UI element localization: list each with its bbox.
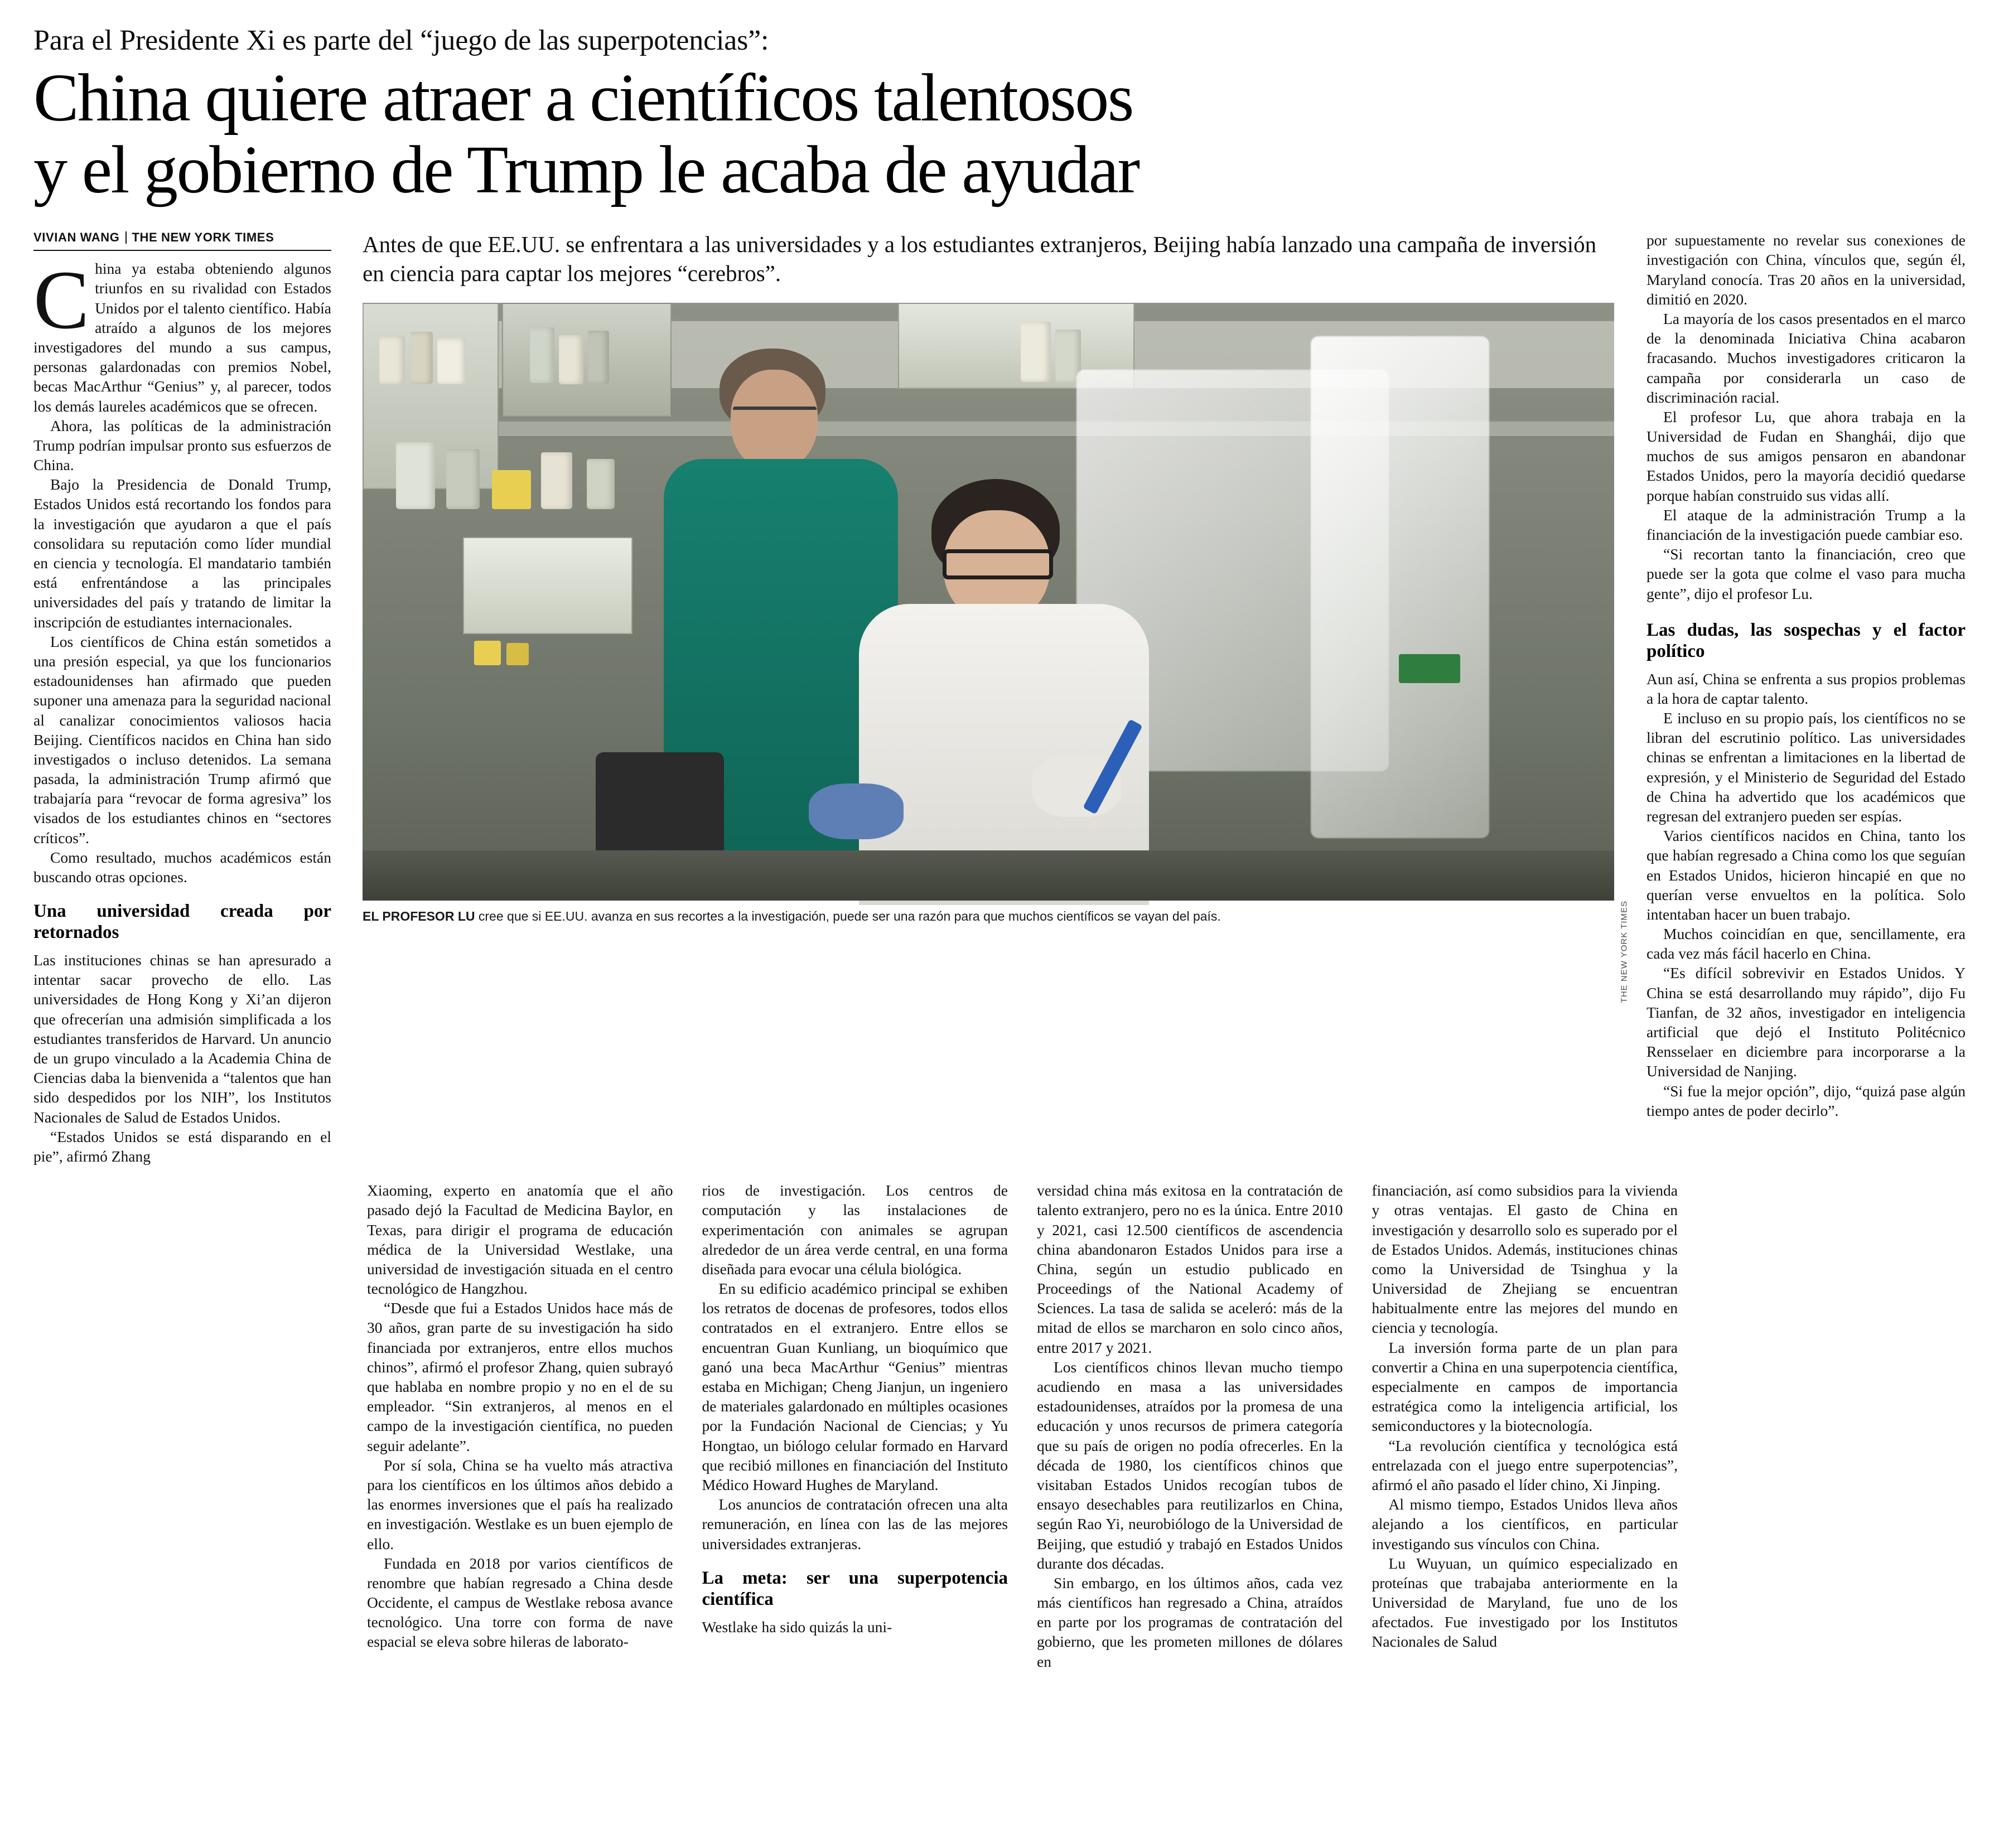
bottle <box>446 449 480 509</box>
column-2-body <box>367 1181 673 1652</box>
section-subhead: La meta: ser una superpotencia científica <box>702 1568 1008 1609</box>
paragraph: E incluso en su propio país, los científicos no se libran del escrutinio político. Las universidades chinas se enfrentan a limitaciones en la libertad de expresión, y el Ministerio de Seguridad del Estado de China ha advertido que los académicos que regresan del extranjero pueden ser espías. <box>1646 709 1966 825</box>
paragraph: La inversión forma parte de un plan para convertir a China en una superpotencia científica, especialmente en campos de importancia estratégica como la inteligencia artificial, los semiconductores y la biotecnología. <box>1372 1338 1678 1435</box>
top-area <box>33 230 1966 1166</box>
paragraph: Al mismo tiempo, Estados Unidos lleva años alejando a los científicos, en particular investigando sus vínculos con China. <box>1372 1496 1678 1552</box>
photo-scene <box>363 303 1614 901</box>
headline-line-2: y el gobierno de Trump le acaba de ayudar <box>33 132 1139 207</box>
bottle <box>379 336 405 384</box>
section-subhead: Las dudas, las sospechas y el factor político <box>1646 620 1966 661</box>
paragraph: Varios científicos nacidos en China, tanto los que habían regresado a China como los que seguían en Estados Unidos, hicieron hincapié en que no querían verse envueltos en la política. Solo intentaban hacer un buen trabajo. <box>1646 827 1966 923</box>
article-summary: Antes de que EE.UU. se enfrentara a las universidades y a los estudiantes extranjeros, Beijing había lanzado una campaña de inversión en ciencia para captar los mejores “cerebros”. <box>363 231 1597 286</box>
paragraph: En su edificio académico principal se exhiben los retratos de docenas de profesores, todos ellos contratados en el extranjero. Entre ellos se encuentran Guan Kunliang, un bioquímico que ganó una beca MacArthur “Genius” mientras estaba en Michigan; Cheng Jianjun, un ingeniero de materiales galardonado en múltiples ocasiones por la Fundación Nacional de Ciencias; y Yu Hongtao, un biólogo celular formado en Harvard que recibió millones en financiación del Instituto Médico Howard Hughes de Maryland. <box>702 1280 1008 1493</box>
caption-lead: EL PROFESOR LU <box>363 908 475 923</box>
column-3-body <box>702 1181 1008 1637</box>
paragraph: La mayoría de los casos presentados en el marco de la denominada Iniciativa China acabaron fracasando. Muchos investigadores criticaron la campaña por considerarla un caso de discriminación racial. <box>1646 309 1966 406</box>
paragraph: Xiaoming, experto en anatomía que el año pasado dejó la Facultad de Medicina Baylor, en Texas, para dirigir el programa de educación médica de la Universidad Westlake, una universidad de investigación situada en el centro tecnológico de Hangzhou. <box>367 1182 673 1298</box>
paragraph: “Desde que fui a Estados Unidos hace más de 30 años, gran parte de su investigación ha sido financiada por extranjeros, entre ellos muchos chinos”, afirmó el profesor Zhang, quien subrayó que hablaba en nombre propio y no en el de su empleador. “Sin extranjeros, al menos en el campo de la investigación científica, no pueden seguir adelante”. <box>367 1299 673 1454</box>
bottle <box>530 327 554 383</box>
column-6-body <box>1646 230 1966 1120</box>
bottle <box>559 335 583 384</box>
bottle <box>396 442 435 509</box>
paragraph: Los científicos chinos llevan mucho tiempo acudiendo en masa a las universidades estadounidenses, atraídos por la promesa de una educación y unos recursos de primera categoría que su país de origen no podía ofrecerles. En la década de 1980, los científicos chinos que visitaban Estados Unidos recogían tubos de ensayo desechables para reutilizarlos en China, según Rao Yi, neurobiólogo de la Universidad de Beijing, que estudió y trabajó en Estados Unidos durante dos décadas. <box>1037 1358 1343 1572</box>
paragraph: Westlake ha sido quizás la uni- <box>702 1618 892 1636</box>
paragraph: Como resultado, muchos académicos están buscando otras opciones. <box>33 848 331 886</box>
byline <box>33 230 331 251</box>
paragraph: “Si fue la mejor opción”, dijo, “quizá pase algún tiempo antes de poder decirlo”. <box>1646 1082 1966 1119</box>
bottle <box>588 331 609 384</box>
instrument <box>463 537 632 634</box>
paragraph: “Si recortan tanto la financiación, creo que puede ser la gota que colme el vaso para mucha gente”, dijo el profesor Lu. <box>1646 545 1966 602</box>
bottle <box>541 452 572 509</box>
paragraph: “Estados Unidos se está disparando en el pie”, afirmó Zhang <box>33 1128 331 1165</box>
photo-wrap <box>363 303 1629 1003</box>
cabinet <box>502 303 672 417</box>
yellow-box <box>506 643 529 665</box>
feature-area <box>349 230 1631 1166</box>
paragraph: El profesor Lu, que ahora trabaja en la Universidad de Fudan en Shanghái, dijo que muchos de sus amigos pensaron en abandonar Estados Unidos, pero la mayoría decidió quedarse porque habían construido sus vidas allí. <box>1646 408 1966 504</box>
yellow-box <box>474 641 501 665</box>
paragraph <box>33 254 331 416</box>
column-4-body <box>1037 1181 1343 1671</box>
column-5-body <box>1372 1181 1678 1652</box>
column-1 <box>33 230 349 1166</box>
paragraph-text: hina ya estaba obteniendo algunos triunfos en su rivalidad con Estados Unidos por el talento científico. Había atraído a algunos de los mejores investigadores del mundo a sus campus, personas galardonadas con premios Nobel, becas MacArthur “Genius” y, al parecer, todos los demás laureles académicos que se ofrecen. <box>33 260 331 415</box>
bottle <box>1021 322 1051 382</box>
paragraph: Sin embargo, en los últimos años, cada vez más científicos han regresado a China, atraídos en parte por los programas de contratación del gobierno, que les prometen millones de dólares en <box>1037 1574 1343 1670</box>
paragraph: versidad china más exitosa en la contratación de talento extranjero, pero no es la única. Entre 2010 y 2021, casi 12.500 científicos de ascendencia china abandonaron Estados Unidos para irse a China, según un estudio publicado en Proceedings of the National Academy of Sciences. La tasa de salida se aceleró: más de la mitad de ellos se marcharon en solo cinco años, entre 2017 y 2021. <box>1037 1182 1343 1356</box>
paragraph: financiación, así como subsidios para la vivienda y otras ventajas. El gasto de China en investigación y desarrollo solo es superado por el de Estados Unidos. Además, instituciones chinas como la Universidad de Tsinghua y la Universidad de Zhejiang se encuentran habitualmente entre las mejores del mundo en ciencia y tecnología. <box>1372 1182 1678 1337</box>
drop-cap: C <box>33 254 90 347</box>
paragraph: El ataque de la administración Trump a la financiación de la investigación puede cambiar eso. <box>1646 506 1966 544</box>
paragraph: rios de investigación. Los centros de computación y las instalaciones de experimentación con animales se agrupan alrededor de un área verde central, en una forma diseñada para evocar una célula biológica. <box>702 1182 1008 1278</box>
column-2 <box>367 1181 688 1671</box>
paragraph: por supuestamente no revelar sus conexiones de investigación con China, vínculos que, según él, Maryland conocía. Tras 20 años en la universidad, dimitió en 2020. <box>1646 231 1966 308</box>
photo-credit: THE NEW YORK TIMES <box>1619 900 1629 1003</box>
section-subhead: Una universidad creada por retornados <box>33 901 331 943</box>
paragraph: Los científicos de China están sometidos a una presión especial, ya que los funcionarios estadounidenses han afirmado que pueden suponer una amenaza para la seguridad nacional al canalizar conocimientos valiosos hacia Beijing. Científicos nacidos en China han sido investigados o incluso detenidos. La semana pasada, la administración Trump afirmó que trabajaría para “revocar de forma agresiva” los visados de los estudiantes chinos en “sectores críticos”. <box>33 632 331 846</box>
green-sign <box>1399 654 1460 683</box>
byline-separator <box>125 231 127 244</box>
bottle <box>587 459 615 509</box>
paragraph: Los anuncios de contratación ofrecen una alta remuneración, en línea con las de las mejores universidades extranjeras. <box>702 1496 1008 1552</box>
glasses-icon <box>733 407 817 424</box>
paragraph: Fundada en 2018 por varios científicos de renombre que habían regresado a China desde Occidente, el campus de Westlake rebosa avance tecnológico. Una torre con forma de nave espacial se eleva sobre hileras de laborato- <box>367 1554 673 1651</box>
column-6 <box>1631 230 1966 1166</box>
glove-blue <box>809 783 904 839</box>
column-1-body <box>33 254 331 1166</box>
page-title <box>33 62 1966 206</box>
paragraph: Bajo la Presidencia de Donald Trump, Estados Unidos está recortando los fondos para la investigación que ayudaron a que el país consolidara su reputación como líder mundial en ciencia y tecnología. El mandatario también está enfrentándose a las principales universidades del país y tratando de limitar la inscripción de estudiantes internacionales. <box>33 476 331 631</box>
column-5 <box>1358 1181 1678 1671</box>
bottom-area <box>367 1181 1678 1671</box>
yellow-box <box>492 470 531 509</box>
bottle <box>437 338 466 384</box>
caption-text: cree que si EE.UU. avanza en sus recortes a la investigación, puede ser una razón para que muchos científicos se vayan del país. <box>475 908 1221 923</box>
byline-author: VIVIAN WANG <box>33 230 120 245</box>
lab-counter <box>363 850 1614 901</box>
paragraph: Aun así, China se enfrenta a sus propios problemas a la hora de captar talento. <box>1646 670 1966 707</box>
byline-organization: THE NEW YORK TIMES <box>132 230 274 245</box>
headline-line-1: China quiere atraer a científicos talentosos <box>33 60 1133 136</box>
paragraph: Lu Wuyuan, un químico especializado en proteínas que trabajaba anteriormente en la Universidad de Maryland, fue uno de los afectados. Fue investigado por los Institutos Nacionales de Salud <box>1372 1554 1678 1651</box>
paragraph: Muchos coincidían en que, sencillamente, era cada vez más fácil hacerlo en China. <box>1646 925 1966 962</box>
paragraph: Por sí sola, China se ha vuelto más atractiva para los científicos en los últimos años debido a las enormes inversiones que el país ha realizado en investigación. Westlake es un buen ejemplo de ello. <box>367 1456 673 1552</box>
paragraph: Las instituciones chinas se han apresurado a intentar sacar provecho de ello. Las universidades de Hong Kong y Xi’an dijeron que ofrecerían una admisión simplificada a los estudiantes transferidos de Harvard. Un anuncio de un grupo vinculado a la Academia China de Ciencias daba la bienvenida a “talentos que han sido despedidos por los NIH”, los Institutos Nacionales de Salud de Estados Unidos. <box>33 951 331 1126</box>
column-3 <box>688 1181 1023 1671</box>
column-4 <box>1022 1181 1358 1671</box>
paragraph: “Es difícil sobrevivir en Estados Unidos. Y China se está desarrollando muy rápido”, dijo Fu Tianfan, de 32 años, investigador en inteligencia artificial que dejó el Instituto Politécnico Rensselaer en diciembre para incorporarse a la Universidad de Nanjing. <box>1646 964 1966 1080</box>
paragraph: “La revolución científica y tecnológica está entrelazada con el juego entre superpotencias”, afirmó el año pasado el líder chino, Xi Jinping. <box>1372 1436 1678 1493</box>
headline-block <box>33 26 1966 206</box>
photo-caption <box>363 908 1614 925</box>
glasses-icon <box>943 549 1053 579</box>
plastic-enclosure <box>1311 336 1489 838</box>
bottle <box>411 332 433 384</box>
paragraph: Ahora, las políticas de la administración Trump podrían impulsar pronto sus esfuerzos de China. <box>33 417 331 474</box>
kicker: Para el Presidente Xi es parte del “juego de las superpotencias”: <box>33 25 769 56</box>
